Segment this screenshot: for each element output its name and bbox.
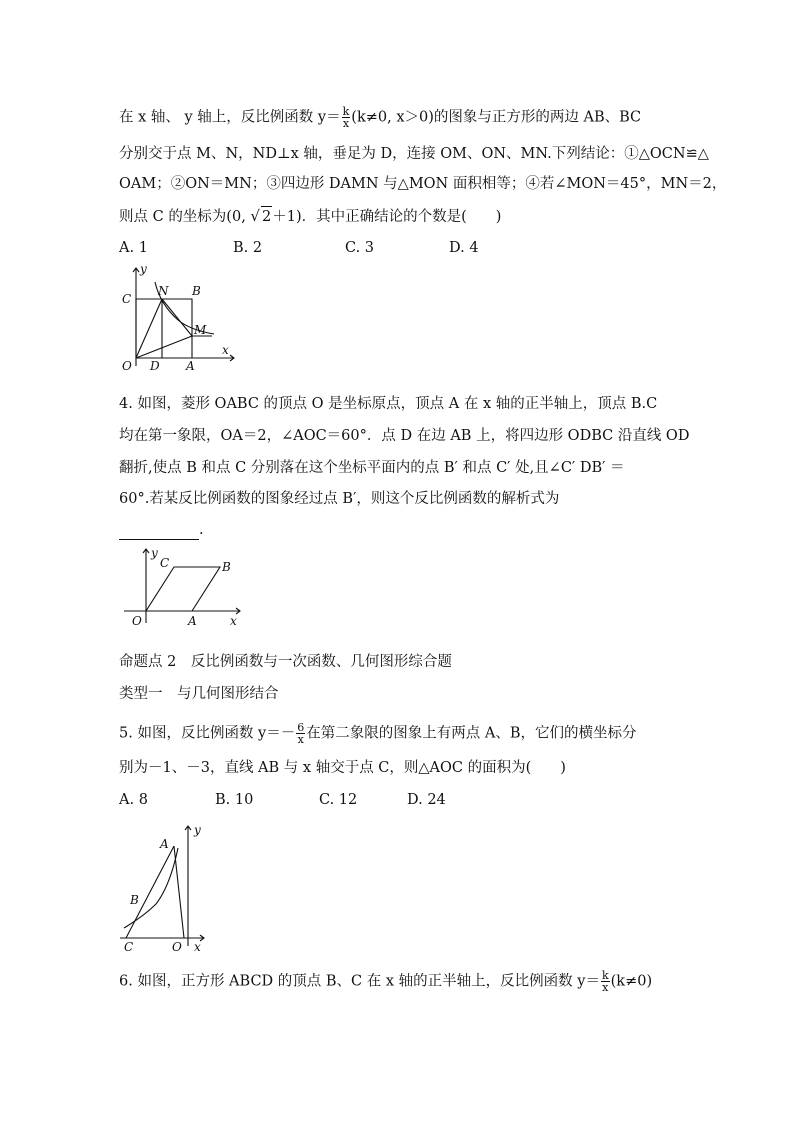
answer-blank[interactable] — [119, 523, 199, 540]
label-a: A — [188, 614, 197, 628]
label-c: C — [122, 292, 132, 306]
label-x: x — [222, 343, 229, 357]
option-b: B. 10 — [215, 792, 254, 808]
label-o: O — [122, 359, 132, 373]
q3-figure — [118, 262, 238, 374]
line-ab — [126, 846, 174, 938]
label-d: D — [150, 359, 160, 373]
segment-mn — [162, 299, 192, 336]
q4-line-4: 60°.若某反比例函数的图象经过点 B′，则这个反比例函数的解析式为 — [119, 491, 560, 507]
q3-options — [119, 238, 479, 258]
option-a: A. 1 — [119, 240, 148, 256]
q3-text: 在 x 轴、 y 轴上，反比例函数 y＝ — [119, 109, 341, 126]
section-type: 类型一 与几何图形结合 — [119, 686, 279, 702]
label-b: B — [130, 893, 139, 907]
label-x: x — [194, 940, 201, 952]
option-a: A. 8 — [119, 792, 148, 808]
q3-line-3: OAM；②ON＝MN；③四边形 DAMN 与△MON 面积相等；④若∠MON＝45°，MN＝2， — [119, 176, 727, 192]
section-heading: 命题点 2 反比例函数与一次函数、几何图形综合题 — [119, 654, 452, 670]
sqrt-2: 2 — [261, 206, 272, 227]
option-d: D. 4 — [449, 240, 479, 256]
label-c: C — [160, 556, 170, 570]
label-m: M — [194, 323, 207, 337]
q5-line-2: 别为－1、－3，直线 AB 与 x 轴交于点 C，则△AOC 的面积为( ) — [119, 760, 566, 776]
label-n: N — [158, 284, 169, 298]
label-x: x — [230, 614, 237, 628]
option-b: B. 2 — [233, 240, 263, 256]
rhombus-oabc — [146, 567, 220, 611]
q4-line-1: 4. 如图，菱形 OABC 的顶点 O 是坐标原点，顶点 A 在 x 轴的正半轴上，顶点 B.C — [119, 396, 658, 412]
q4-answer-line: . — [119, 520, 204, 540]
q5-options — [119, 790, 446, 810]
option-c: C. 12 — [319, 792, 358, 808]
q3-fraction: $\frac{k}{x}$ — [342, 105, 350, 130]
label-c: C — [124, 940, 134, 952]
label-o: O — [132, 614, 142, 628]
q3-line-2: 分别交于点 M、N，ND⊥x 轴，垂足为 D，连接 OM、ON、MN.下列结论：①△OCN≌△ — [119, 146, 709, 162]
label-y: y — [140, 262, 147, 276]
q5-line-1: 5. 如图，反比例函数 y＝－ $\frac{6}{x}$ 在第二象限的图象上有两点 A、B，它们的横坐标分 — [119, 721, 637, 746]
q4-figure — [118, 545, 248, 629]
label-y: y — [194, 823, 201, 837]
q6-line-1: 6. 如图，正方形 ABCD 的顶点 B、C 在 x 轴的正半轴上，反比例函数 y＝ $\frac{k}{x}$ (k≠0) — [119, 969, 653, 994]
segment-ao — [174, 846, 184, 938]
hyperbola-curve — [124, 848, 178, 928]
option-d: D. 24 — [407, 792, 446, 808]
q5-figure — [116, 820, 212, 952]
q6-fraction: $\frac{k}{x}$ — [601, 969, 609, 994]
label-b: B — [192, 284, 201, 298]
q5-fraction: $\frac{6}{x}$ — [297, 721, 305, 746]
q4-line-3: 翻折,使点 B 和点 C 分别落在这个坐标平面内的点 B′ 和点 C′ 处,且∠C′ DB′ ＝ — [119, 460, 625, 476]
q3-text: (k≠0, x＞0)的图象与正方形的两边 AB、BC — [351, 109, 642, 126]
square-oabc — [136, 299, 192, 358]
q3-line-4: 则点 C 的坐标为(0, √ 2＋1)．其中正确结论的个数是( ) — [119, 207, 502, 225]
q3-line-1 — [119, 106, 641, 129]
q4-line-2: 均在第一象限，OA＝2，∠AOC＝60°．点 D 在边 AB 上，将四边形 ODBC 沿直线 OD — [119, 428, 690, 444]
label-o: O — [172, 940, 182, 952]
label-y: y — [151, 546, 158, 560]
option-c: C. 3 — [345, 240, 375, 256]
label-a: A — [160, 837, 169, 851]
label-b: B — [222, 560, 231, 574]
label-a: A — [186, 359, 195, 373]
